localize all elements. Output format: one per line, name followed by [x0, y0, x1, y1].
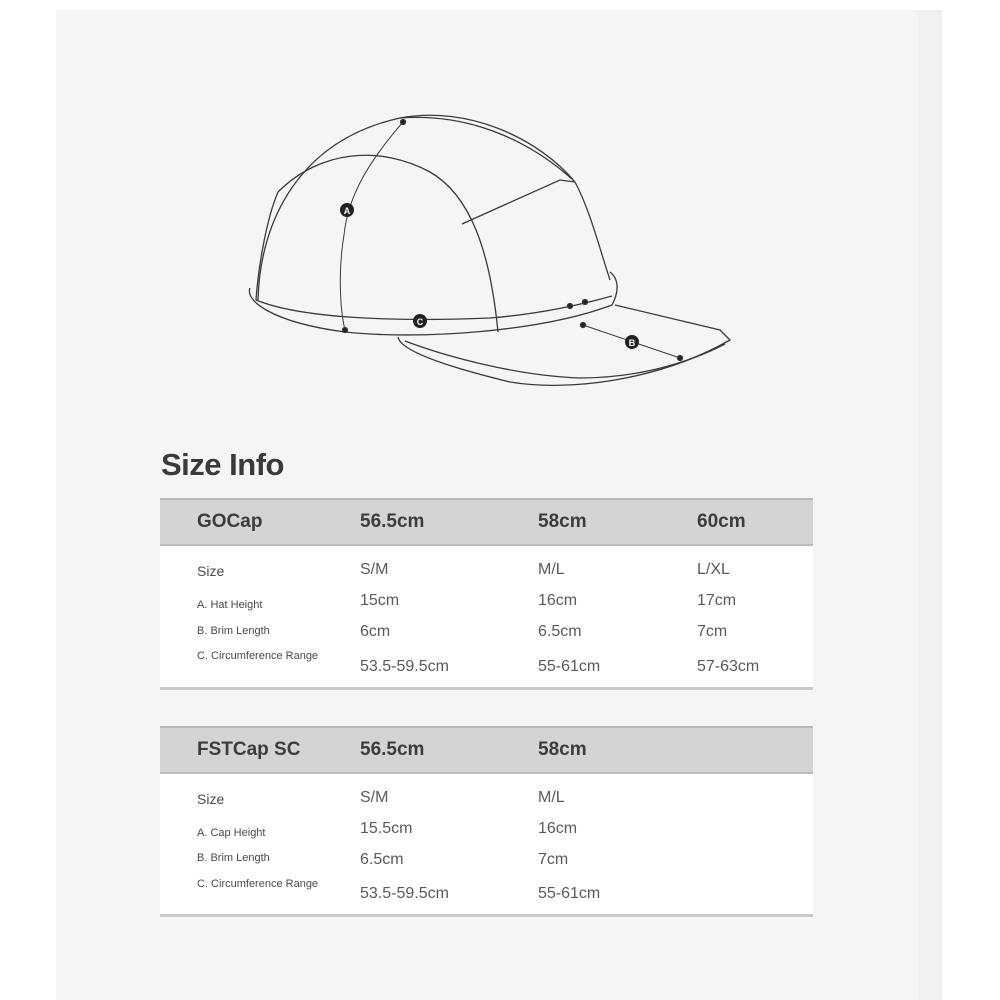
svg-text:A: A	[343, 206, 351, 216]
table-cell: 16cm	[538, 820, 578, 837]
table-cell: 15cm	[360, 592, 400, 609]
table-cell: S/M	[360, 789, 389, 806]
table-cell: 53.5-59.5cm	[360, 658, 449, 675]
table-body	[160, 774, 813, 917]
cap-diagram	[240, 100, 750, 400]
table-header	[160, 498, 813, 546]
page-title: Size Info	[161, 447, 284, 482]
table-cell: 17cm	[697, 592, 737, 609]
table-cell: L/XL	[697, 561, 730, 578]
column-header: 56.5cm	[360, 511, 425, 532]
table-header	[160, 726, 813, 774]
product-name: FSTCap SC	[197, 739, 301, 760]
row-label: Size	[197, 791, 225, 807]
row-label: B. Brim Length	[197, 852, 270, 864]
row-label: A. Hat Height	[197, 599, 263, 611]
table-cell: 6.5cm	[360, 851, 404, 868]
size-table-gocap	[160, 498, 813, 690]
table-cell: 55-61cm	[538, 658, 601, 675]
table-cell: 15.5cm	[360, 820, 413, 837]
table-cell: 6cm	[360, 623, 391, 640]
table-cell: 16cm	[538, 592, 578, 609]
row-label: Size	[197, 563, 225, 579]
column-header: 60cm	[697, 511, 746, 532]
svg-text:B: B	[628, 338, 636, 348]
table-cell: 6.5cm	[538, 623, 582, 640]
product-name: GOCap	[197, 511, 263, 532]
column-header: 56.5cm	[360, 739, 425, 760]
table-cell: 7cm	[538, 851, 569, 868]
table-cell: 53.5-59.5cm	[360, 885, 449, 902]
row-label: C. Circumference Range	[197, 878, 319, 890]
table-cell: M/L	[538, 789, 565, 806]
table-cell: 55-61cm	[538, 885, 601, 902]
column-header: 58cm	[538, 739, 587, 760]
table-cell: S/M	[360, 561, 389, 578]
row-label: A. Cap Height	[197, 827, 266, 839]
svg-text:C: C	[416, 317, 424, 327]
row-label: C. Circumference Range	[197, 650, 319, 662]
table-cell: 7cm	[697, 623, 728, 640]
column-header: 58cm	[538, 511, 587, 532]
table-body	[160, 546, 813, 690]
scroll-edge	[918, 10, 942, 1000]
size-table-fstcap-sc	[160, 726, 813, 917]
table-cell: M/L	[538, 561, 565, 578]
table-cell: 57-63cm	[697, 658, 760, 675]
row-label: B. Brim Length	[197, 625, 270, 637]
